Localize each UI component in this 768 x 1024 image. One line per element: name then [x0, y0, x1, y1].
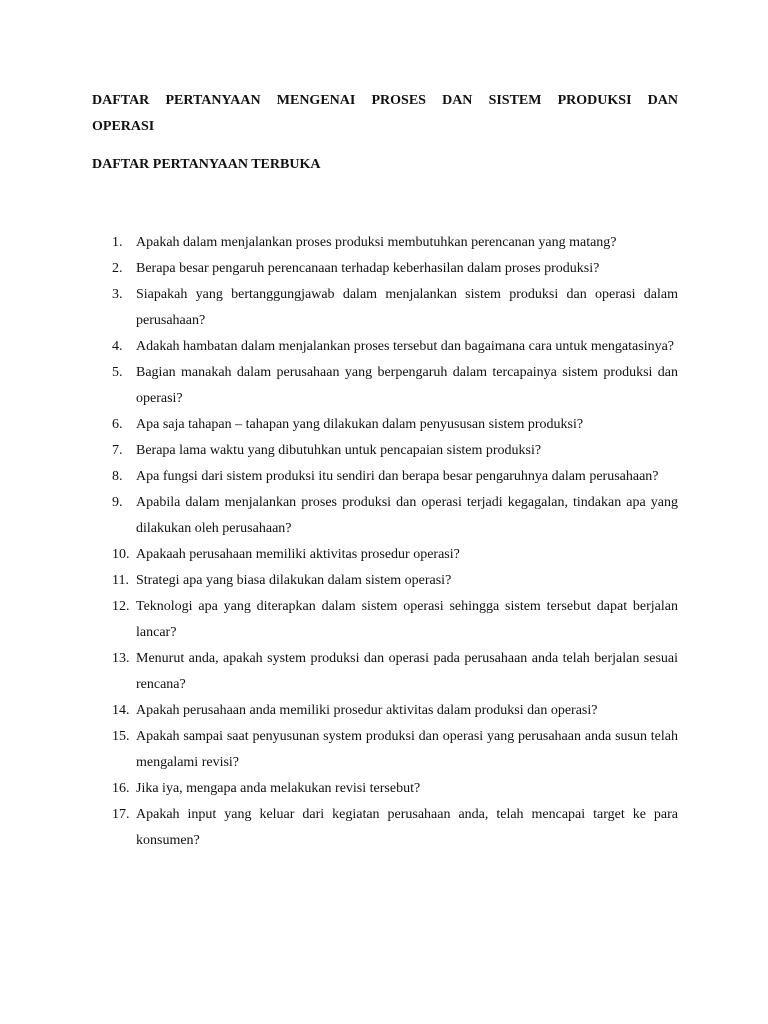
- question-item: [112, 230, 678, 256]
- question-item: [112, 594, 678, 646]
- question-item: [112, 802, 678, 854]
- question-item: [112, 698, 678, 724]
- question-text: Apakah dalam menjalankan proses produksi membutuhkan perencanan yang matang?: [136, 235, 617, 250]
- question-item: [112, 568, 678, 594]
- question-item: [112, 282, 678, 334]
- question-text: Berapa lama waktu yang dibutuhkan untuk pencapaian sistem produksi?: [136, 443, 542, 458]
- question-number: 15.: [112, 729, 130, 744]
- question-number: 9.: [112, 495, 123, 510]
- question-text: Menurut anda, apakah system produksi dan operasi pada perusahaan anda telah berjalan sesuai rencana?: [136, 651, 678, 692]
- question-number: 16.: [112, 781, 130, 796]
- document-subtitle: DAFTAR PERTANYAAN TERBUKA: [92, 157, 321, 172]
- question-text: Apakah input yang keluar dari kegiatan perusahaan anda, telah mencapai target ke para konsumen?: [136, 807, 678, 848]
- question-text: Strategi apa yang biasa dilakukan dalam sistem operasi?: [136, 573, 452, 588]
- question-text: Bagian manakah dalam perusahaan yang berpengaruh dalam tercapainya sistem produksi dan operasi?: [136, 365, 678, 406]
- question-text: Apakah sampai saat penyusunan system produksi dan operasi yang perusahaan anda susun telah mengalami revisi?: [136, 729, 678, 770]
- question-number: 1.: [112, 235, 123, 250]
- question-number: 8.: [112, 469, 123, 484]
- question-number: 7.: [112, 443, 123, 458]
- question-number: 11.: [112, 573, 129, 588]
- question-item: [112, 724, 678, 776]
- question-number: 10.: [112, 547, 130, 562]
- question-number: 13.: [112, 651, 130, 666]
- question-text: Adakah hambatan dalam menjalankan proses tersebut dan bagaimana cara untuk mengatasinya?: [136, 339, 675, 354]
- question-text: Siapakah yang bertanggungjawab dalam menjalankan sistem produksi dan operasi dalam perusahaan?: [136, 287, 678, 328]
- question-text: Apa saja tahapan – tahapan yang dilakukan dalam penyususan sistem produksi?: [136, 417, 584, 432]
- question-item: [112, 464, 678, 490]
- question-text: Apakaah perusahaan memiliki aktivitas prosedur operasi?: [136, 547, 460, 562]
- question-number: 12.: [112, 599, 130, 614]
- question-item: [112, 412, 678, 438]
- question-number: 14.: [112, 703, 130, 718]
- question-list: [0, 230, 768, 854]
- question-number: 2.: [112, 261, 123, 276]
- question-item: [112, 256, 678, 282]
- question-text: Apakah perusahaan anda memiliki prosedur aktivitas dalam produksi dan operasi?: [136, 703, 598, 718]
- question-item: [112, 490, 678, 542]
- question-text: Berapa besar pengaruh perencanaan terhadap keberhasilan dalam proses produksi?: [136, 261, 600, 276]
- question-text: Apabila dalam menjalankan proses produksi dan operasi terjadi kegagalan, tindakan apa yang dilakukan oleh perusahaan?: [136, 495, 678, 536]
- question-number: 17.: [112, 807, 130, 822]
- question-item: [112, 542, 678, 568]
- question-number: 4.: [112, 339, 123, 354]
- question-item: [112, 438, 678, 464]
- document-title: DAFTAR PERTANYAAN MENGENAI PROSES DAN SISTEM PRODUKSI DAN OPERASI: [92, 93, 678, 134]
- question-item: [112, 334, 678, 360]
- question-item: [112, 646, 678, 698]
- question-number: 3.: [112, 287, 123, 302]
- question-item: [112, 360, 678, 412]
- question-number: 5.: [112, 365, 123, 380]
- question-item: [112, 776, 678, 802]
- question-text: Teknologi apa yang diterapkan dalam sistem operasi sehingga sistem tersebut dapat berjalan lancar?: [136, 599, 678, 640]
- question-number: 6.: [112, 417, 123, 432]
- question-text: Jika iya, mengapa anda melakukan revisi tersebut?: [136, 781, 421, 796]
- question-text: Apa fungsi dari sistem produksi itu sendiri dan berapa besar pengaruhnya dalam perusahaan?: [136, 469, 659, 484]
